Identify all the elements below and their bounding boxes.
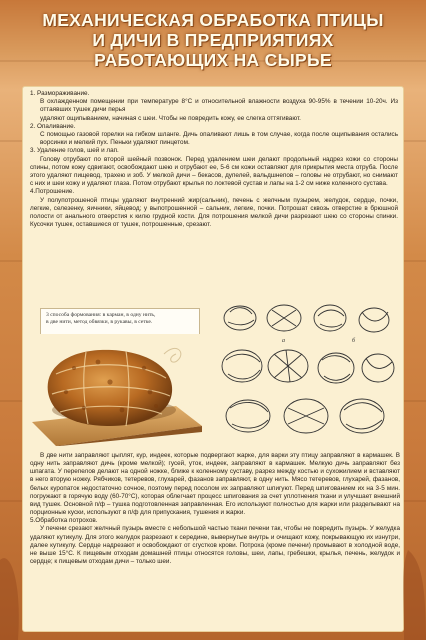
title-line-2: И ДИЧИ В ПРЕДПРИЯТИЯХ [92, 30, 334, 50]
section-1-text-2: удаляют ощипыванием, начиная с шеи. Чтобы не повредить кожу, ее слегка оттягивают. [40, 114, 301, 122]
trussing-text: В две нити заправляют цыплят, кур, индеек, которые подвергают жарке, для варки эту птицу заправляют в кармашек. В одну нить заправляют дичь (кроме мелкой); гусей, уток, индеек, заправляют в кармашек. Мелкую дичь заправляют без шпагата. У перепелов делают на одной ножке, ближе к коленному суставу, разрез между костью и сухожилием и вставляют в него вторую ножку. Рябчиков, тетеревов, глухарей, фазанов заправляют, в одну нить. Мясо тетеревов, глухарей, фазанов, белых куропаток недостаточно сочное, поэтому перед посолом их заправляют шпигуют. Перед шпигованием их на 3-5 мин. погружают в горячую воду (60-70°С), которая облегчает процесс шпигования за счет уплотнения ткани и улучшает внешний вид тушек. Основной п/ф – тушка подготовленная заправленная. Его используют полностью для жарки или разделывают на порционные куски, используют в п/ф для припускания, тушения и жарки. [30, 452, 400, 517]
upper-text [30, 90, 398, 229]
section-3-heading: 3. Удаление голов, шей и лап. [30, 147, 119, 155]
poster-title [10, 10, 416, 70]
section-2-heading: 2. Опаливание. [30, 122, 76, 130]
title-line-3: РАБОТАЮЩИХ НА СЫРЬЕ [94, 50, 332, 70]
diagram-label-b: б [352, 338, 356, 344]
section-1-text: В охлажденном помещении при температуре 8°С и относительной влажности воздуха 90-95% в течении 10-20ч. Из оттаявших тушек дичи перья [40, 98, 398, 114]
section-4-heading: 4.Потрошение. [30, 188, 75, 196]
section-3-text: Голову отрубают по второй шейный позвонок. Перед удалением шеи делают продольный надрез кожи со стороны спины, потом кожу сдвигают, освобождают шею и отрубают ее, 5-6 см кожи оставляют для прикрытия места отруба. После этого удаляют пищевод, трахею и зоб. У мелкой дичи – бекасов, дупелей, вальдшнепов – головы не отрубают, но снимают с них и шеи кожу и удаляют глаза. Потом отрубают крылья по локтевой сустав и лапы на 1-2 см ниже коленного сустава. [30, 155, 398, 188]
note-line-2: в две нити, метод обвязки, в рукавы, в сетке. [46, 319, 153, 325]
section-4-text: У полупотрошеной птицы удаляют внутренний жир(сальник), печень с желчным пузырем, желудок, сердце, почки, легкие, селезенку, яичники, яйцевод; у выпотрошенной – сальник, легкие, почки. Потрошат сквозь отверстие в брюшной полости от анального отверстия к килю грудной кости. Для потрошения мелкой дичи разрезают шею со стороны спинки. Кусочки тушек, оставшиеся от тушек, потрошенные, срезают. [30, 196, 398, 229]
title-line-1: МЕХАНИЧЕСКАЯ ОБРАБОТКА ПТИЦЫ [42, 10, 384, 30]
trussing-diagram [212, 296, 400, 446]
section-2-text: С помощью газовой горелки на гибком шланге. Дичь опаливают лишь в том случае, когда после ощипывания остались ворсинки и мелкий пух. Пеньки удаляют пинцетом. [40, 131, 398, 147]
trussed-bird-photo [26, 334, 202, 446]
trussing-methods-note [40, 308, 200, 336]
section-5-text: У печени срезают желчный пузырь вместе с небольшой частью ткани печени так, чтобы не повредить пузырь. У желудка удаляют кутикулу. Для этого желудок разрезают к середине, вывернутые внутрь и очищают кожу, покрывающую их изнутри, далее кутикулу. Сердце надрезают и освобождают от сгустков крови. Потроха (кроме печени) промывают в холодной воде, не выше 15°С. К пищевым отходам домашней птицы относятся головы, шеи, лапы, гребешки, крылья, печень, желудок и сердце; к пищевым отходам дичи – только шеи. [30, 525, 400, 566]
section-1-heading: 1. Размораживание. [30, 90, 90, 97]
note-line-1: 3 способа формования: в карман, в одну нить, [46, 312, 156, 318]
lower-text [30, 452, 400, 566]
section-5-heading: 5.Обработка потрохов. [30, 517, 98, 525]
diagram-label-a: а [282, 338, 285, 344]
